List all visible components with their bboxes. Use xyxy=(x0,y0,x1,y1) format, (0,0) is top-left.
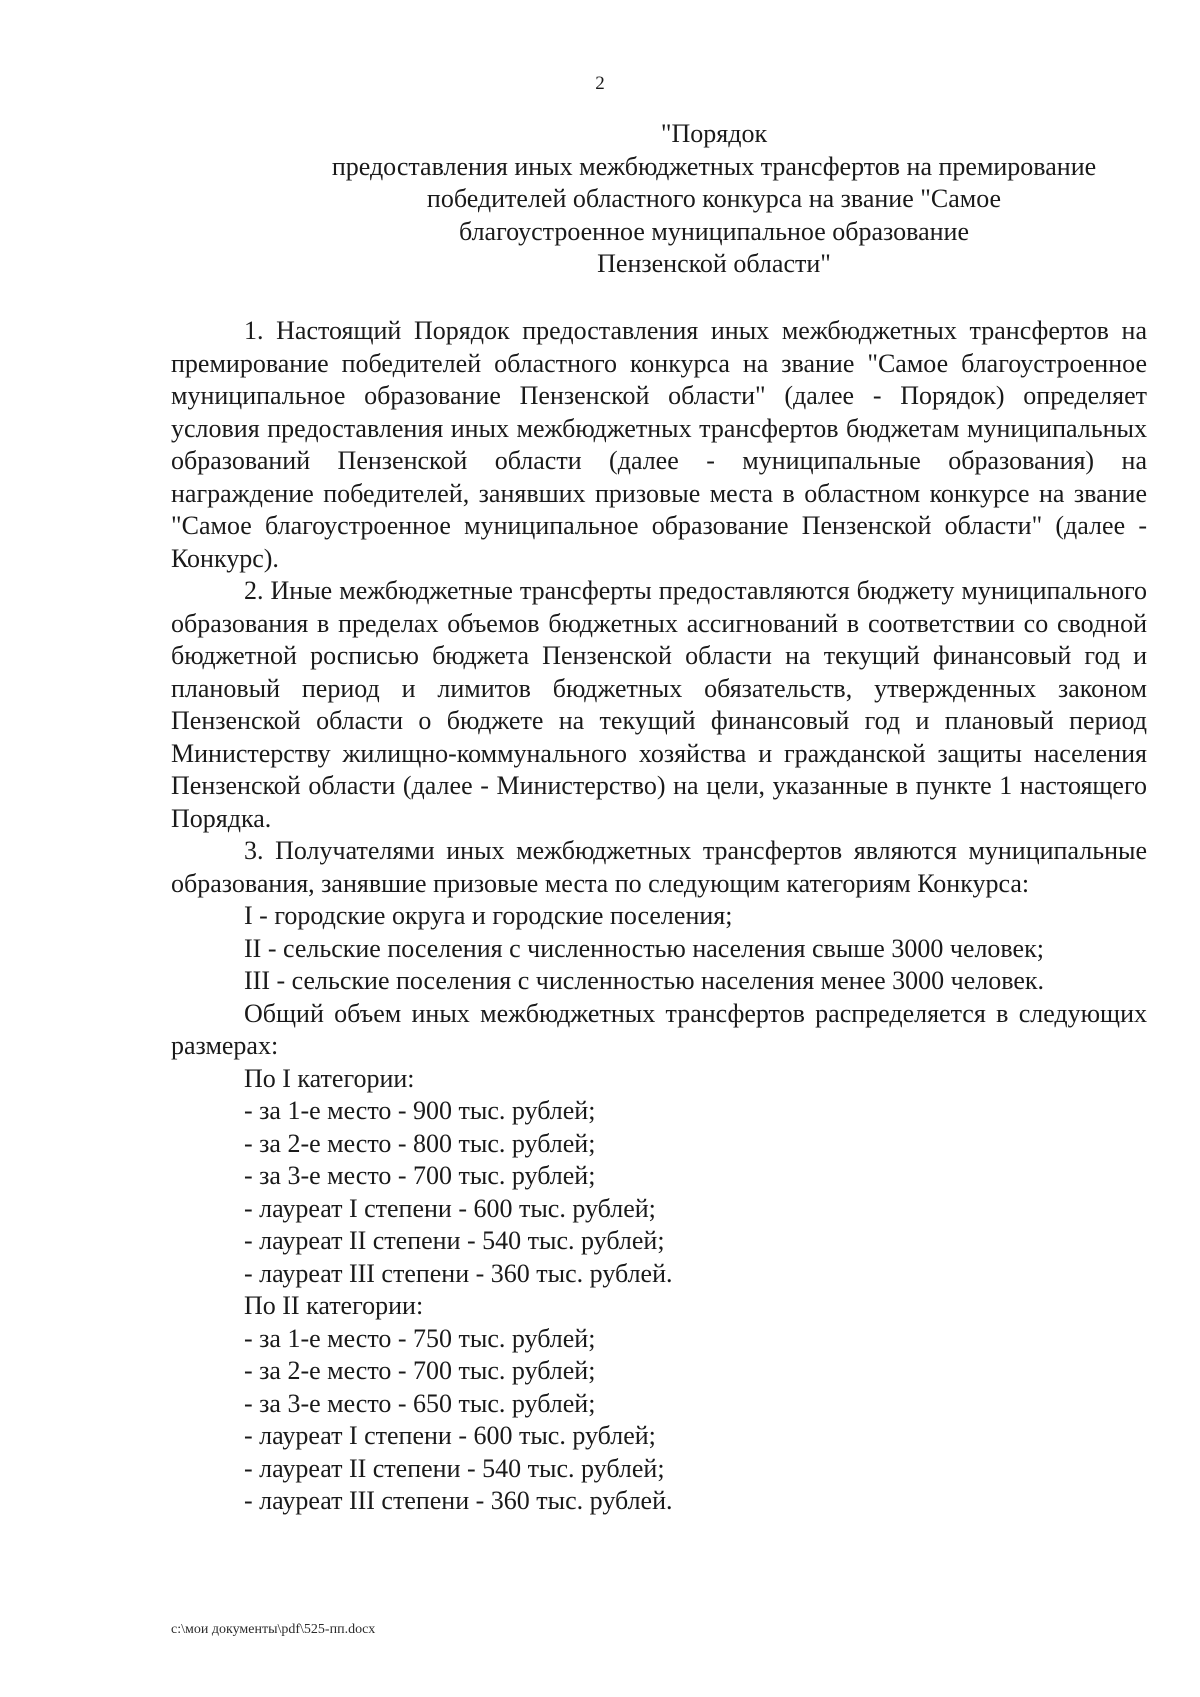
category-2-amounts xyxy=(171,1290,1147,1518)
footer-file-path: c:\мои документы\pdf\525-пп.docx xyxy=(171,1622,376,1637)
title-line: благоустроенное муниципальное образование xyxy=(458,216,969,246)
amount-item: - лауреат III степени - 360 тыс. рублей. xyxy=(244,1258,673,1288)
paragraph-4: Общий объем иных межбюджетных трансфертов распределяется в следующих размерах: xyxy=(171,998,1147,1060)
page-number: 2 xyxy=(595,73,605,94)
amount-item: - за 2-е место - 700 тыс. рублей; xyxy=(244,1356,596,1385)
amount-item: - лауреат II степени - 540 тыс. рублей; xyxy=(244,1226,665,1255)
paragraph-1: 1. Настоящий Порядок предоставления иных межбюджетных трансфертов на премирование победителей областного конкурса на звание "Самое благоустроенное муниципальное образование Пензенской области" (далее - Порядок) определяет условия предоставления иных межбюджетных трансфертов бюджетам муниципальных образований Пензенской области (далее - муниципальные образования) на награждение победителей, занявших призовые места в областном конкурсе на звание "Самое благоустроенное муниципальное образование Пензенской области" (далее - Конкурс). xyxy=(171,316,1147,573)
amount-item: - лауреат II степени - 540 тыс. рублей; xyxy=(244,1453,665,1483)
amount-item: - за 3-е место - 700 тыс. рублей; xyxy=(244,1161,596,1190)
category-item: III - сельские поселения с численностью населения менее 3000 человек. xyxy=(244,966,1045,995)
paragraph-2: 2. Иные межбюджетные трансферты предоставляются бюджету муниципального образования в пределах объемов бюджетных ассигнований в соответствии со сводной бюджетной росписью бюджета Пензенской области на текущий финансовый год и плановый период и лимитов бюджетных обязательств, утвержденных законом Пензенской области о бюджете на текущий финансовый год и плановый период Министерству жилищно-коммунального хозяйства и гражданской защиты населения Пензенской области (далее - Министерство) на цели, указанные в пункте 1 настоящего Порядка. xyxy=(171,576,1147,833)
amount-item: - за 2-е место - 800 тыс. рублей; xyxy=(244,1128,596,1158)
amount-item: - лауреат III степени - 360 тыс. рублей. xyxy=(244,1486,673,1515)
amount-item: - лауреат I степени - 600 тыс. рублей; xyxy=(244,1193,656,1223)
amount-item: - за 3-е место - 650 тыс. рублей; xyxy=(244,1388,596,1418)
amount-item: - за 1-е место - 750 тыс. рублей; xyxy=(244,1323,596,1353)
category-item: II - сельские поселения с численностью населения свыше 3000 человек; xyxy=(244,933,1044,963)
amount-item: - за 1-е место - 900 тыс. рублей; xyxy=(244,1096,596,1125)
title-line: "Порядок xyxy=(660,119,768,148)
paragraph-3: 3. Получателями иных межбюджетных трансфертов являются муниципальные образования, занявшие призовые места по следующим категориям Конкурса: xyxy=(171,836,1147,898)
category-item: I - городские округа и городские поселения; xyxy=(244,901,733,930)
category-1-amounts xyxy=(171,1063,1147,1291)
document-title xyxy=(150,118,1200,281)
category-heading: По II категории: xyxy=(244,1291,424,1320)
category-list xyxy=(171,900,1147,998)
title-line: предоставления иных межбюджетных трансфертов на премирование xyxy=(331,151,1097,181)
document-body xyxy=(171,315,1147,1518)
category-heading: По I категории: xyxy=(244,1063,415,1093)
amount-item: - лауреат I степени - 600 тыс. рублей; xyxy=(244,1421,656,1450)
title-line: победителей областного конкурса на звание "Самое xyxy=(426,184,1002,213)
title-line: Пензенской области" xyxy=(597,249,831,278)
